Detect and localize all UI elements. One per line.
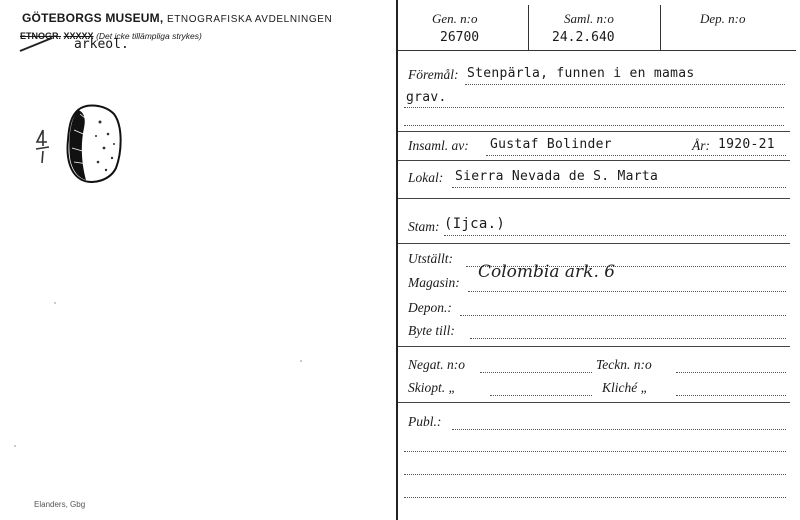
negat-dotted-line bbox=[480, 371, 592, 373]
section-arkeol: arkeol. bbox=[74, 37, 129, 52]
ar-label: År: bbox=[692, 138, 710, 153]
scale-mark bbox=[33, 126, 53, 172]
strike-note: (Det icke tillämpliga strykes) bbox=[96, 31, 202, 41]
speck bbox=[14, 445, 16, 447]
gen-no-label: Gen. n:o bbox=[432, 11, 478, 26]
section-rule bbox=[398, 198, 790, 199]
depon-dotted-line bbox=[460, 314, 786, 316]
byte-till-dotted-line bbox=[470, 337, 786, 339]
museum-heading bbox=[22, 11, 332, 25]
pane-divider bbox=[396, 0, 398, 520]
kliche-dotted-line bbox=[676, 394, 786, 396]
byte-till-label: Byte till: bbox=[408, 323, 455, 338]
insaml-dotted-line bbox=[486, 154, 786, 156]
negat-label: Negat. n:o bbox=[408, 357, 465, 372]
stam-label: Stam: bbox=[408, 219, 440, 234]
publ-dotted-line-2 bbox=[404, 450, 786, 452]
section-rule bbox=[398, 131, 790, 132]
publ-dotted-line bbox=[452, 428, 786, 430]
teckn-dotted-line bbox=[676, 371, 786, 373]
lokal-dotted-line bbox=[452, 186, 786, 188]
museum-name: GÖTEBORGS MUSEUM, bbox=[22, 11, 164, 25]
department-name: ETNOGRAFISKA AVDELNINGEN bbox=[166, 14, 333, 25]
publ-label: Publ.: bbox=[408, 414, 442, 429]
foremal-dotted-line-2 bbox=[404, 106, 784, 108]
skiopt-label: Skiopt. „ bbox=[408, 380, 457, 395]
foremal-dotted-line bbox=[465, 83, 785, 85]
kliche-label: Kliché „ bbox=[602, 380, 649, 395]
magasin-label: Magasin: bbox=[408, 275, 460, 290]
lokal-label: Lokal: bbox=[408, 170, 444, 185]
header-separator bbox=[660, 5, 661, 50]
section-rule bbox=[398, 402, 790, 403]
ar-value[interactable]: 1920-21 bbox=[718, 137, 775, 152]
saml-no-value[interactable]: 24.2.640 bbox=[552, 30, 615, 45]
publ-dotted-line-3 bbox=[404, 473, 786, 475]
magasin-value[interactable]: Colombia ark. 6 bbox=[478, 262, 616, 282]
speck bbox=[300, 360, 302, 362]
struck-etnogr: ETNOGR. bbox=[20, 31, 62, 41]
teckn-label: Teckn. n:o bbox=[596, 357, 652, 372]
skiopt-dotted-line bbox=[490, 394, 592, 396]
section-rule bbox=[398, 243, 790, 244]
foremal-label: Föremål: bbox=[408, 67, 459, 82]
speck bbox=[54, 302, 56, 304]
printer-imprint: Elanders, Gbg bbox=[34, 500, 86, 509]
header-separator bbox=[528, 5, 529, 50]
stam-dotted-line bbox=[444, 234, 786, 236]
stone-bead-drawing bbox=[60, 100, 130, 188]
publ-dotted-line-4 bbox=[404, 496, 786, 498]
gen-no-value[interactable]: 26700 bbox=[440, 30, 480, 45]
insaml-value[interactable]: Gustaf Bolinder bbox=[490, 137, 612, 152]
stam-value[interactable]: (Ijca.) bbox=[444, 216, 506, 232]
foremal-dotted-line-3 bbox=[404, 124, 784, 126]
foremal-value[interactable]: Stenpärla, funnen i en mamas bbox=[467, 66, 695, 81]
header-rule bbox=[398, 50, 796, 51]
insaml-label: Insaml. av: bbox=[408, 138, 469, 153]
magasin-dotted-line bbox=[468, 290, 786, 292]
section-rule bbox=[398, 346, 790, 347]
foremal-value-line2[interactable]: grav. bbox=[406, 90, 447, 105]
utstallt-label: Utställt: bbox=[408, 251, 454, 266]
section-rule bbox=[398, 160, 790, 161]
struck-xxxxx: XXXXX bbox=[63, 31, 94, 41]
saml-no-label: Saml. n:o bbox=[564, 11, 614, 26]
dep-no-label: Dep. n:o bbox=[700, 11, 746, 26]
pen-stroke-mark bbox=[18, 34, 58, 54]
lokal-value[interactable]: Sierra Nevada de S. Marta bbox=[455, 169, 659, 184]
depon-label: Depon.: bbox=[408, 300, 452, 315]
